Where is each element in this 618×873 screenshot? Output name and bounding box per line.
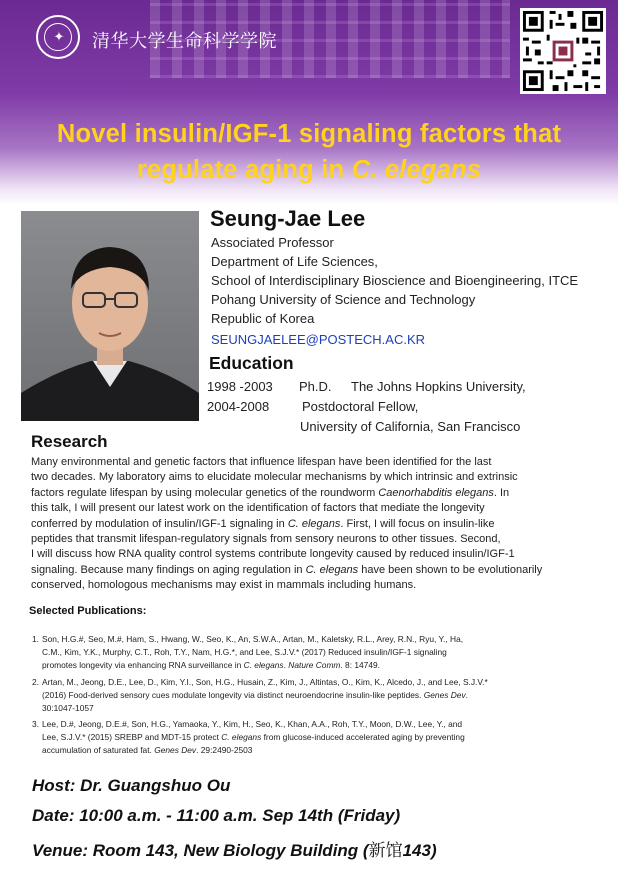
list-item: 2. Artan, M., Jeong, D.E., Lee, D., Kim, Y.I., Son, H.G., Husain, Z., Kim, J., Altintas, O., Kim, K., Alcedo, J., and Lee, S.J.V.* (2016) Food-derived sensory cues modulate longevity via distinct neuroendocrine insulin-like peptides. Genes Dev. 30:1047-1057 (32, 676, 488, 713)
list-item: 1. Son, H.G.#, Seo, M.#, Ham, S., Hwang, W., Seo, K., An, S.W.A., Artan, M., Kaletsky, R.L., Arey, R.N., Ryu, Y., Ha, C.M., Kim, Y.K., Murphy, C.T., Roh, T.Y., Nam, H.G.*, and Lee, S.J.V.* (2017) Reduced insulin/IGF-1 signaling promotes longevity via enhancing RNA surveillance in C. elegans. Nature Comm. 8: 14749. (32, 634, 464, 670)
speaker-name: Seung-Jae Lee (210, 206, 366, 231)
speaker-affiliation: Associated Professor Department of Life Sciences, School of Interdisciplinary Bioscience and Bioengineering, ITCE Pohang University of Science and Technology Republic of Korea (211, 235, 579, 326)
list-item: 3. Lee, D.#, Jeong, D.E.#, Son, H.G., Yamaoka, Y., Kim, H., Seo, K., Khan, A.A., Roh, T.Y., Moon, D.W., Lee, Y., and Lee, S.J.V.* (2015) SREBP and MDT-15 protect C. elegans from glucose-induced accelerated aging by preventing accumulation of saturated fat. Genes Dev. 29:2490-2503 (32, 719, 465, 755)
speaker-photo (21, 211, 199, 421)
education-degree: Postdoctoral Fellow, (302, 399, 419, 414)
publications-heading: Selected Publications: (29, 605, 147, 617)
department-name: 清华大学生命科学学院 (92, 31, 277, 52)
education-degree: Ph.D. (299, 379, 332, 394)
header-banner (0, 0, 618, 205)
publications-list (29, 633, 595, 761)
education-place: The Johns Hopkins University, (351, 379, 526, 394)
education-years: 1998 -2003 (207, 379, 273, 394)
event-host: Host: Dr. Guangshuo Ou (32, 776, 231, 795)
event-date: Date: 10:00 a.m. - 11:00 a.m. Sep 14th (Friday) (32, 806, 401, 825)
university-seal-icon: ✦ (36, 15, 80, 59)
talk-title: Novel insulin/IGF-1 signaling factors that regulate aging in C. elegans (56, 120, 562, 184)
qr-code-icon (520, 8, 606, 94)
education-place: University of California, San Francisco (300, 419, 521, 434)
education-years: 2004-2008 (207, 399, 270, 414)
event-venue: Venue: Room 143, New Biology Building (新馆143) (32, 841, 437, 861)
speaker-email-link[interactable]: SEUNGJAELEE@POSTECH.AC.KR (211, 332, 426, 347)
research-heading: Research (31, 432, 108, 451)
research-body: Many environmental and genetic factors that influence lifespan have been identified for the last two decades. My laboratory aims to elucidate molecular mechanisms by which intrinsic and extrinsic factors regulate lifespan by using molecular genetics of the roundworm Caenorhabditis elegans. In this talk, I will present our latest work on the identification of factors that mediate the longevity conferred by modulation of insulin/IGF-1 signaling in C. elegans. First, I will focus on insulin-like peptides that transmit lifespan-regulatory signals from sensory neurons to other tissues. Second, I will discuss how RNA quality control systems contribute longevity caused by reduced insulin/IGF-1 signaling. Because many findings on aging regulation in C. elegans have been shown to be evolutionarily conserved, homologous mechanisms may exist in mammals including humans. (31, 456, 543, 592)
education-heading: Education (209, 353, 294, 373)
